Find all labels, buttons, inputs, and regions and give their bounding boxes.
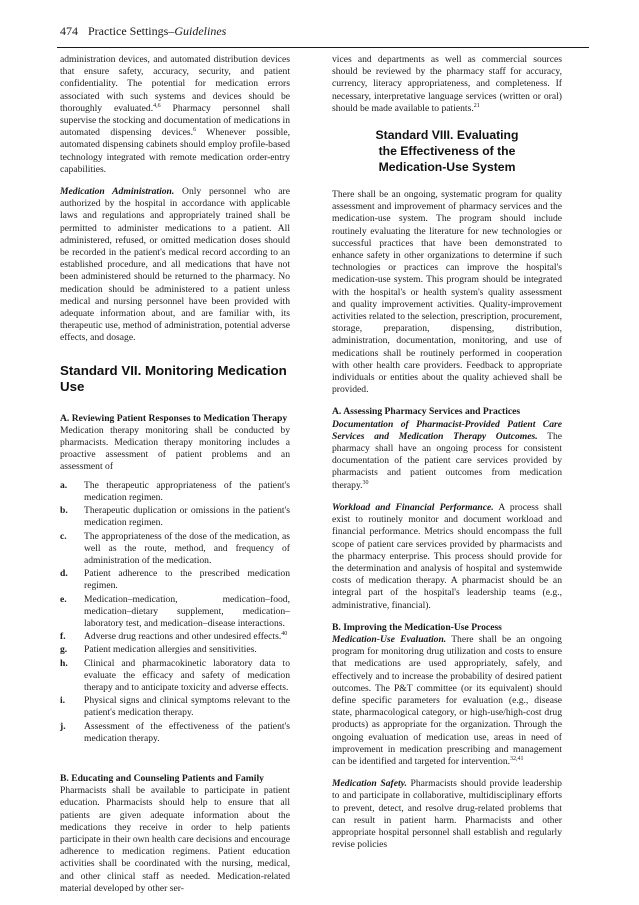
list-item [60,721,290,745]
page-header [60,24,590,44]
list-letter: h. [60,657,68,669]
list-item [60,505,290,529]
citation: 4,6 [153,102,161,109]
running-head-section: Practice Settings– [88,24,175,38]
list-item [60,531,290,568]
citation: 32,41 [510,755,524,762]
list-text: Adverse drug reactions and other undesired effects. [84,631,282,643]
list-item [60,695,290,719]
list-letter: g. [60,644,68,656]
header-rule [57,47,589,48]
section-b-text: Pharmacists shall be available to participate in patient education. Pharmacists should help to ensure that all patients are given adequate information about the medications they receive in order to help patients participate in their own health care decisions and encourage adherence to medication regimens. Patient education activities shall be coordinated with the nursing, medical, and other clinical staff as needed. Medication-related material developed by other ser- [60,785,290,894]
list-text: Medication–medication, medication–food, medication–dietary supplement, medication–laboratory test, and medication–disease interactions. [84,593,290,629]
automation-paragraph [60,54,290,176]
med-admin-text: Only personnel who are authorized by the hospital in accordance with applicable laws and regulations and appropriately trained shall be permitted to administer medications to a patient. All administered, refused, or omitted medication doses should be recorded in the patient's medical record according to an established procedure, and all medications that have not been administered should be returned to the pharmacy. No medication should be administered to a patient unless medical and nursing personnel have been provided with adequate information about, and are familiar with, its therapeutic use, method of administration, potential adverse effects, and dosage. [60,186,290,344]
list-text: Patient medication allergies and sensitivities. [84,644,257,656]
quality-program-paragraph: There shall be an ongoing, systematic program for quality assessment and improvement of pharmacy services and the medication-use system. The program should include routinely evaluating the literature for new technologies or successful practices that have been demonstrated to enhance safety in other organizations to determine if such technologies or practices can improve the hospital's medication-use system. This program should be integrated with the hospital's or health system's quality assessment and quality improvement activities. Quality-improvement activities related to the selection, prescription, procurement, storage, preparation, dispensing, distribution, administration, documentation, monitoring, and use of medications shall be routinely performed in cooperation with other health care providers. Feedback to appropriate individuals or entities about the quality achieved shall be provided. [332,189,562,396]
citation: 21 [473,102,480,109]
workload-title: Workload and Financial Performance. [332,501,494,513]
list-letter: b. [60,505,68,517]
standard-viii-line-3: Medication-Use System [378,160,516,175]
running-head [88,24,226,39]
right-column [332,54,562,861]
spacer [60,755,290,773]
section-a-title: A. Assessing Pharmacy Services and Practices [332,406,521,418]
list-text: Therapeutic duplication or omissions in the patient's medication regimen. [84,505,290,529]
section-b-title: B. Educating and Counseling Patients and Family [60,772,264,784]
list-letter: f. [60,631,66,643]
list-text: The therapeutic appropriateness of the patient's medication regimen. [84,479,290,503]
list-letter: j. [60,720,66,732]
med-admin-paragraph [60,186,290,345]
mue-text: There shall be an ongoing program for monitoring drug utilization and costs to ensure that medications are used appropriately, safely, and effectively and to increase the probability of desired patient outcomes. The P&T committee (or its equivalent) should define specific parameters for evaluation (e.g., disease state, pharmacological category, or high-use/high-cost drug products) as appropriate for the organization. Through the ongoing evaluation of medication use, areas in need of improvement in medication prescribing and management can be identified and targeted for intervention. [332,633,562,767]
workload-paragraph [332,502,562,612]
list-letter: e. [60,593,67,605]
documentation-text: The pharmacy shall have an ongoing process for consistent documentation of the patient care services provided by pharmacists and patient outcomes from medication therapy. [332,430,563,491]
list-text: Patient adherence to the prescribed medication regimen. [84,568,290,592]
workload-text: A process shall exist to routinely monitor and document workload and financial performance. Metrics should encompass the full scope of patient care services provided by pharmacists and the pharmacy enterprise. This process should provide for the determination and analysis of hospital and systemwide costs of medication therapy. A pharmacist should be an integral part of the hospital's leadership teams (e.g., administrative, financial). [332,501,562,611]
section-a-paragraph [60,413,290,474]
services-paragraph [332,54,562,115]
list-item [60,644,290,656]
citation: 6 [193,127,197,134]
list-text: The appropriateness of the dose of the medication, as well as the route, method, and frequency of administration of the medication. [84,530,290,566]
list-letter: i. [60,695,66,707]
list-item [60,568,290,592]
page-number: 474 [60,24,78,38]
safety-paragraph [332,778,562,851]
list-item [60,631,290,643]
list-text: Assessment of the effectiveness of the patient's medication therapy. [84,720,290,744]
list-item [60,594,290,631]
list-item [60,658,290,695]
safety-title: Medication Safety. [332,778,407,790]
left-column [60,54,290,905]
standard-viii-line-2: the Effectiveness of the [378,144,516,159]
section-a-paragraph [332,406,562,491]
med-admin-title: Medication Administration. [60,186,175,198]
assessment-list [60,480,290,745]
section-a-text: Medication therapy monitoring shall be conducted by pharmacists. Medication therapy monitoring includes a proactive assessment of patient problems and an assessment of [60,424,290,473]
standard-viii-line-1: Standard VIII. Evaluating [375,128,519,143]
services-text: vices and departments as well as commercial sources should be reviewed by the pharmacy staff for accuracy, currency, literacy appropriateness, and completeness. If necessary, interpretative language services (written or oral) should be made available to patients. [332,54,562,114]
list-text: Clinical and pharmacokinetic laboratory data to evaluate the efficacy and safety of medication therapy and to anticipate toxicity and adverse effects. [84,657,290,693]
list-item [60,480,290,504]
running-head-italic: Guidelines [174,24,227,38]
section-b-paragraph [332,622,562,768]
standard-vii-heading: Standard VII. Monitoring Medication Use [60,362,287,394]
list-letter: d. [60,568,68,580]
automation-text-2: Pharmacy personnel shall supervise the stocking and documentation of medications in automated dispensing devices. [60,102,290,139]
section-a-title: A. Reviewing Patient Responses to Medication Therapy [60,412,288,424]
citation: 40 [281,630,288,637]
section-b-title: B. Improving the Medication-Use Process [332,621,502,633]
section-b-paragraph [60,773,290,895]
list-letter: c. [60,530,67,542]
safety-text: Pharmacists should provide leadership to and participate in collaborative, multidisciplinary efforts to prevent, detect, and resolve drug-related problems that can result in patient harm. Pharmacists and other appropriate hospital personnel shall establish and regularly revise policies [332,778,562,851]
citation: 30 [362,479,369,486]
list-letter: a. [60,479,68,491]
standard-viii-heading [332,127,562,175]
list-text: Physical signs and clinical symptoms relevant to the patient's medication therapy. [84,695,290,719]
automation-text-3: Whenever possible, automated dispensing cabinets should employ profile-based technology integrated with remote medication order-entry capabilities. [60,127,291,175]
automation-text: administration devices, and automated distribution devices that ensure safety, accuracy, security, and patient confidentiality. The potential for medication errors associated with such systems and devices should be thoroughly evaluated. [60,54,290,114]
mue-title: Medication-Use Evaluation. [332,633,447,645]
documentation-title: Documentation of Pharmacist-Provided Patient Care Services and Medication Therapy Outcomes. [332,418,562,442]
